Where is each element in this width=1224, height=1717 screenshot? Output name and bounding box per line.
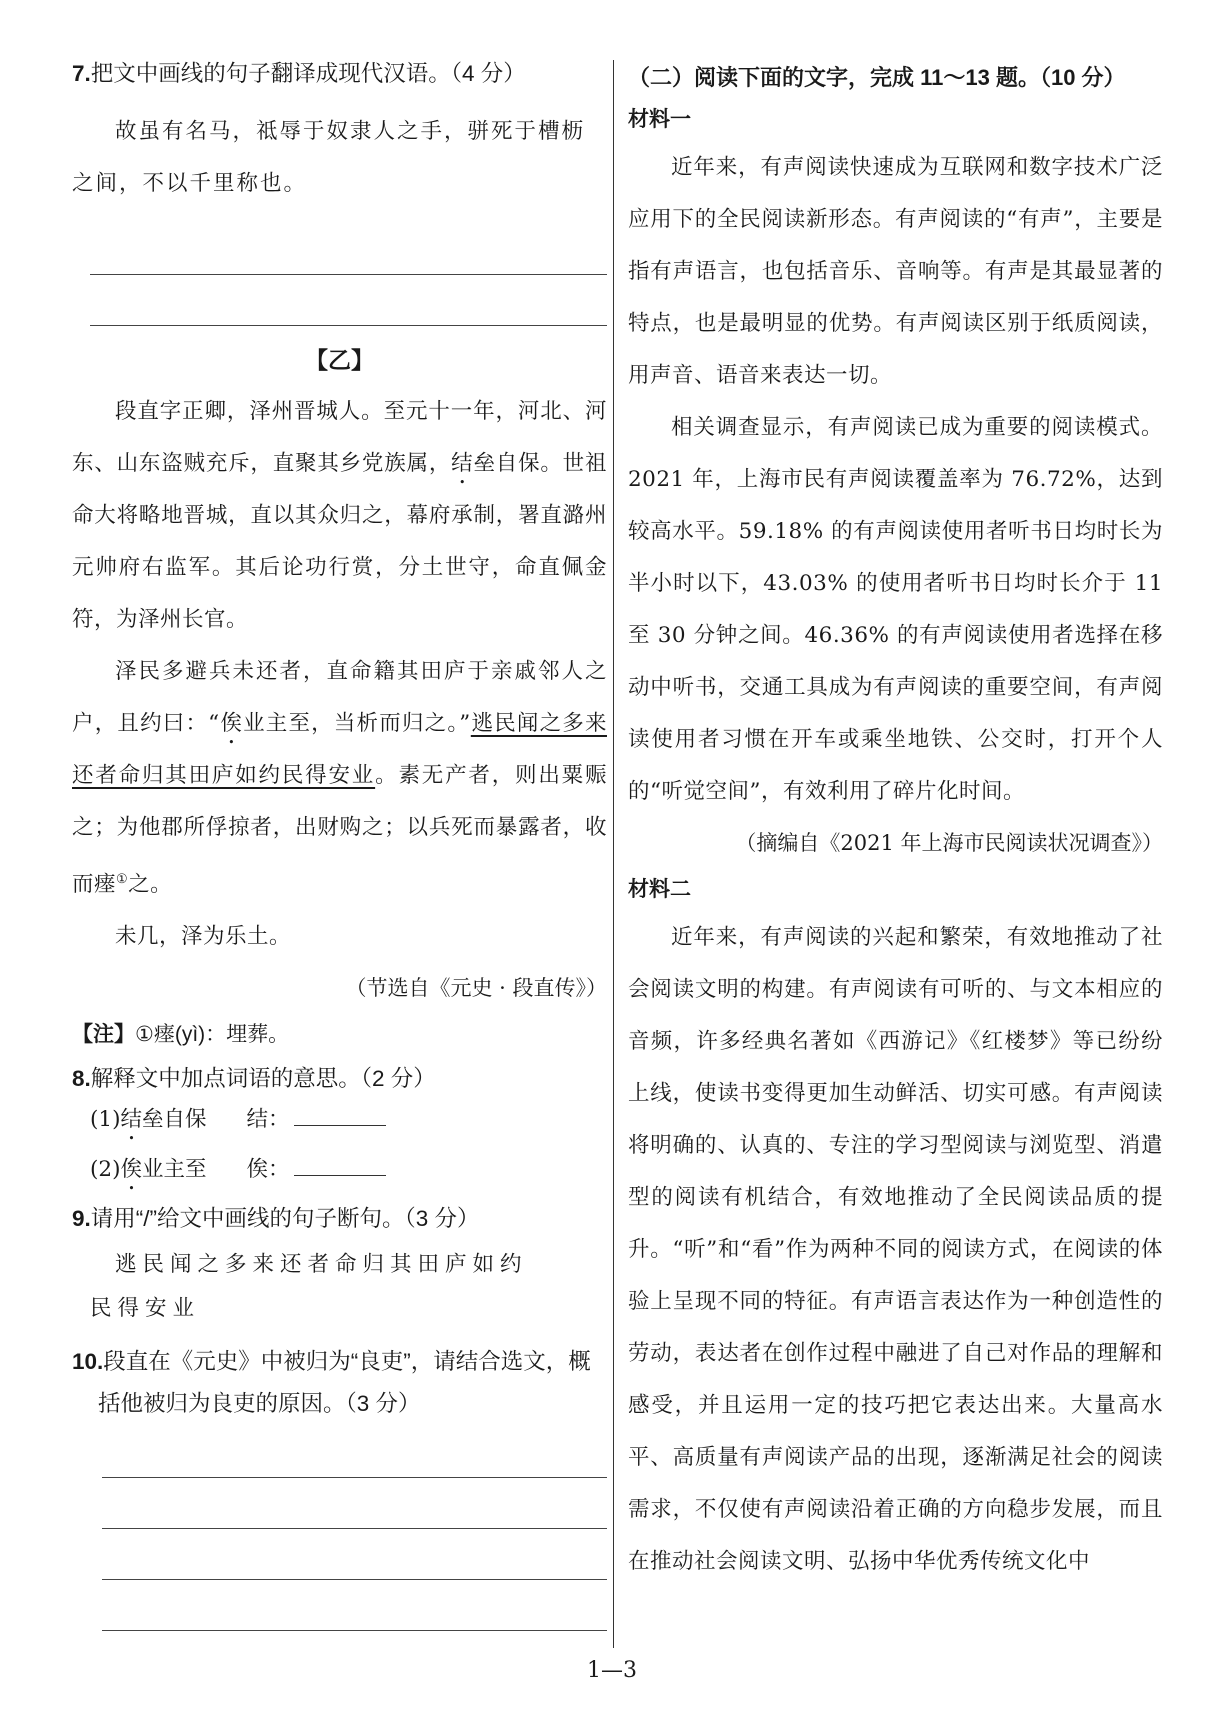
- question-9-sentence: 逃民闻之多来还者命归其田庐如约: [115, 1252, 528, 1278]
- footnote-marker: ①: [116, 872, 129, 887]
- material-two-label: 材料二: [628, 878, 691, 901]
- answer-line[interactable]: [102, 1529, 607, 1580]
- question-8-item-1: (1)结垒自保 结：: [90, 1095, 607, 1145]
- dotted-word: 俟: [219, 711, 244, 736]
- answer-line[interactable]: [90, 275, 607, 326]
- material-one-paragraph: 近年来，有声阅读快速成为互联网和数字技术广泛应用下的全民阅读新形态。有声阅读的“有声”，主要是指有声语言，也包括音乐、音响等。有声是其最显著的特点，也是最明显的优势。有声阅读区别于纸质阅读，用声音、语音来表达一切。: [628, 155, 1163, 388]
- answer-line[interactable]: [102, 1427, 607, 1478]
- question-9: 9.请用“/”给文中画线的句子断句。（3 分）: [72, 1206, 480, 1232]
- material-one-label: 材料一: [628, 108, 691, 131]
- section-title: 【乙】: [305, 347, 374, 373]
- answer-line[interactable]: [102, 1580, 607, 1631]
- page-number: 1—3: [587, 1658, 637, 1683]
- material-two-paragraph: 近年来，有声阅读的兴起和繁荣，有效地推动了社会阅读文明的构建。有声阅读有可听的、与文本相应的音频，许多经典名著如《西游记》《红楼梦》等已纷纷上线，使读书变得更加生动鲜活、切实可感。有声阅读将明确的、认真的、专注的学习型阅读与浏览型、消遣型的阅读有机结合，有效地推动了全民阅读品质的提升。“听”和“看”作为两种不同的阅读方式，在阅读的体验上呈现不同的特征。有声语言表达作为一种创造性的劳动，表达者在创作过程中融进了自己对作品的理解和感受，并且运用一定的技巧把它表达出来。大量高水平、高质量有声阅读产品的出现，逐渐满足社会的阅读需求，不仅使有声阅读沿着正确的方向稳步发展，而且在推动社会阅读文明、弘扬中华优秀传统文化中: [628, 925, 1163, 1574]
- answer-blank[interactable]: [294, 1103, 386, 1126]
- left-column: [72, 58, 607, 1631]
- passage-paragraph: 未几，泽为乐土。: [115, 924, 292, 950]
- question-9-sentence: 民得安业: [90, 1296, 201, 1322]
- question-7-quote: 故虽有名马，祗辱于奴隶人之手，骈死于槽枥之间，不以千里称也。: [72, 119, 586, 196]
- question-10: 10.段直在《元史》中被归为“良吏”，请结合选文，概括他被归为良吏的原因。（3 分）: [72, 1349, 591, 1417]
- footnote: 【注】①瘗(yì)：埋葬。: [72, 1023, 290, 1047]
- answer-blank[interactable]: [294, 1153, 386, 1176]
- question-8-item-2: (2)俟业主至 俟：: [90, 1145, 607, 1195]
- answer-line[interactable]: [102, 1478, 607, 1529]
- right-column: [628, 58, 1163, 1588]
- material-one-source: （摘编自《2021 年上海市民阅读状况调查》）: [735, 831, 1163, 855]
- passage-source: （节选自《元史 · 段直传》）: [345, 976, 607, 1001]
- section-heading: （二）阅读下面的文字，完成 11～13 题。（10 分）: [628, 65, 1126, 90]
- answer-line[interactable]: [90, 224, 607, 275]
- material-one-paragraph: 相关调查显示，有声阅读已成为重要的阅读模式。2021 年，上海市民有声阅读覆盖率为 76.72%，达到较高水平。59.18% 的有声阅读使用者听书日均时长为半小时以下，43.03% 的使用者听书日均时长介于 11 至 30 分钟之间。46.36% 的有声阅读使用者选择在移动中听书，交通工具成为有声阅读的重要空间，有声阅读使用者习惯在开车或乘坐地铁、公交时，打开个人的“听觉空间”，有效利用了碎片化时间。: [628, 415, 1163, 804]
- passage-paragraph: 段直字正卿，泽州晋城人。至元十一年，河北、河东、山东盗贼充斥，直聚其乡党族属，结垒自保。世祖命大将略地晋城，直以其众归之，幕府承制，署直潞州元帅府右监军。其后论功行赏，分土世守，命直佩金符，为泽州长官。: [72, 399, 607, 632]
- column-divider: [613, 60, 614, 1648]
- dotted-word: 结: [451, 451, 474, 476]
- question-7: 7.把文中画线的句子翻译成现代汉语。（4 分）: [72, 61, 526, 86]
- passage-paragraph: 泽民多避兵未还者，直命籍其田庐于亲戚邻人之户，且约曰：“俟业主至，当析而归之。”逃民闻之多来还者命归其田庐如约民得安业。素无产者，则出粟赈之；为他郡所俘掠者，出财购之；以兵死而暴露者，收而瘗①之。: [72, 659, 607, 898]
- underlined-sentence: 逃民闻之多来还者命归其田庐如约民得安业: [72, 711, 607, 788]
- question-8: 8.解释文中加点词语的意思。（2 分）: [72, 1066, 436, 1092]
